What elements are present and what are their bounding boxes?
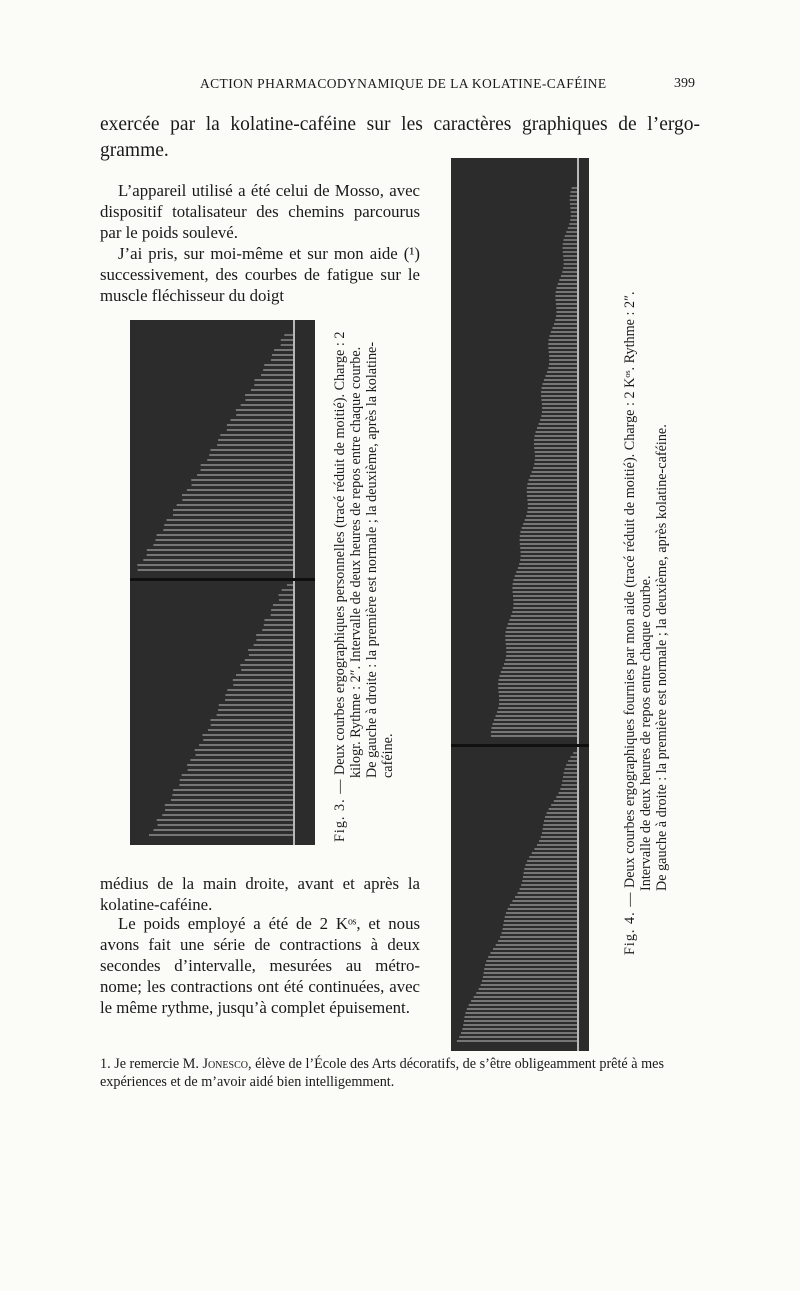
footnote (100, 1056, 700, 1091)
figure-4-traces (451, 158, 589, 1051)
weight-paragraph: Le poids employé a été de 2 Kᵒˢ, et nous avons fait une série de contractions à deux secondes d’intervalle, mesurées au métro-nome; les contractions ont été continuées, avec le même rythme, jusqu’à complet épuisement. (100, 914, 420, 1017)
figure-3-caption-order (364, 320, 396, 842)
footnote-text-before: Je remercie M. (114, 1056, 199, 1072)
medius-paragraph: médius de la main droite, avant et après la kolatine-caféine. (100, 874, 420, 914)
figure-3-caption-main (332, 320, 364, 842)
figure-4-caption (622, 270, 682, 955)
figure-3-caption-line2: De gauche à droite : la première est normale ; la deuxième, après la kolatine-caféine. (364, 341, 396, 778)
figure-3-caption (332, 320, 412, 842)
intro-paragraph: exercée par la kolatine-caféine sur les caractères graphiques de l’ergo-gramme. (100, 114, 700, 161)
figure-4-ergogram (451, 158, 589, 1051)
apparatus-paragraph: L’appareil utilisé a été celui de Mosso, avec dispositif totalisateur des chemins parcourus par le poids soulevé. (100, 181, 420, 242)
page-number: 399 (674, 76, 695, 91)
figure-3-caption-text: Deux courbes ergographiques personnelles (tracé réduit de moitié). Charge : 2 kilogr. Rythme : 2″. Intervalle de deux heures de repos entre chaque courbe. (332, 331, 364, 778)
figure-3-ergogram (130, 320, 315, 845)
running-header (100, 76, 700, 96)
fatigue-paragraph: J’ai pris, sur moi-même et sur mon aide (¹) successivement, des courbes de fatigue sur le muscle fléchisseur du doigt (100, 244, 420, 305)
figure-4-caption-order (654, 270, 670, 955)
footnote-name: Jonesco (202, 1056, 248, 1072)
figure-4-caption-line2: De gauche à droite : la première est normale ; la deuxième, après kolatine-caféine. (654, 424, 670, 891)
figure-4-caption-main (622, 270, 654, 955)
footnote-text-after: , élève de l’École des Arts décoratifs, de s’être obligeamment prêté à mes expériences et de m’avoir aidé bien intelligemment. (100, 1056, 664, 1090)
figure-3-separator (130, 578, 315, 581)
figure-4-caption-text: Deux courbes ergographiques fournies par mon aide (tracé réduit de moitié). Charge : 2 Kᵒˢ. Rythme : 2″. Intervalle de deux heures de repos entre chaque courbe. (622, 291, 654, 891)
figure-3-label: Fig. 3. — (332, 778, 348, 842)
running-title: ACTION PHARMACODYNAMIQUE DE LA KOLATINE-CAFÉINE (200, 76, 607, 91)
figure-4-label: Fig. 4. — (622, 891, 638, 955)
footnote-marker: 1. (100, 1056, 111, 1072)
figure-4-separator (451, 744, 589, 747)
figure-3-traces (130, 320, 315, 845)
